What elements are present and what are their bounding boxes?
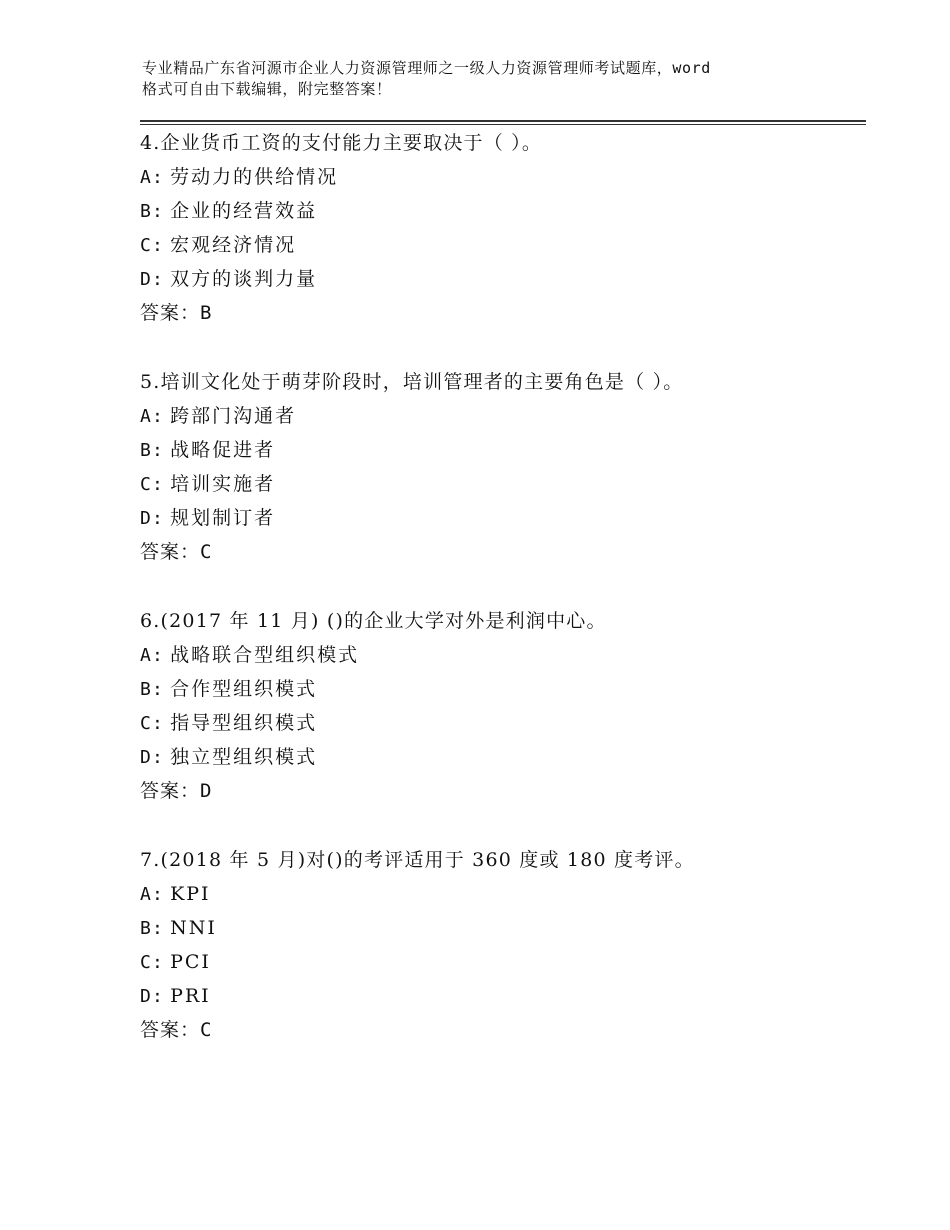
option-text: 企业的经营效益 (170, 200, 318, 222)
option-key: A: (140, 645, 165, 666)
option-key: A: (140, 167, 165, 188)
option-d (140, 262, 860, 296)
option-c (140, 706, 860, 740)
option-key: C: (140, 474, 165, 495)
option-key: B: (140, 440, 165, 461)
option-key: D: (140, 747, 165, 768)
option-text: 战略促进者 (170, 439, 276, 461)
option-text: 规划制订者 (170, 507, 276, 529)
option-b (140, 911, 860, 945)
option-b (140, 194, 860, 228)
option-a (140, 638, 860, 672)
answer-line (140, 535, 860, 569)
option-key: B: (140, 918, 165, 939)
answer-line (140, 774, 860, 808)
option-key: B: (140, 201, 165, 222)
option-text: NNI (170, 917, 217, 939)
option-key: C: (140, 713, 165, 734)
option-key: C: (140, 952, 165, 973)
option-b (140, 672, 860, 706)
option-text: 指导型组织模式 (170, 712, 318, 734)
option-a (140, 877, 860, 911)
option-key: A: (140, 406, 165, 427)
option-key: B: (140, 679, 165, 700)
header-line-1: 专业精品广东省河源市企业人力资源管理师之一级人力资源管理师考试题库，word (142, 59, 711, 77)
option-text: 宏观经济情况 (170, 234, 297, 256)
answer-value: C (200, 1019, 213, 1041)
answer-label: 答案： (140, 541, 201, 563)
option-text: 双方的谈判力量 (170, 268, 318, 290)
option-c (140, 945, 860, 979)
option-text: KPI (170, 883, 211, 905)
question-block (140, 843, 860, 1047)
option-text: 培训实施者 (170, 473, 276, 495)
option-d (140, 740, 860, 774)
question-stem: 7.(2018 年 5 月)对()的考评适用于 360 度或 180 度考评。 (140, 849, 695, 871)
option-text: PCI (170, 951, 211, 973)
option-c (140, 228, 860, 262)
option-a (140, 160, 860, 194)
header-divider (140, 120, 866, 122)
option-c (140, 467, 860, 501)
option-text: 战略联合型组织模式 (170, 644, 360, 666)
question-block (140, 365, 860, 569)
option-key: C: (140, 235, 165, 256)
option-text: 合作型组织模式 (170, 678, 318, 700)
answer-line (140, 1013, 860, 1047)
option-text: PRI (170, 985, 211, 1007)
question-block (140, 126, 860, 330)
question-stem: 6.(2017 年 11 月) ()的企业大学对外是利润中心。 (140, 610, 607, 632)
option-key: D: (140, 986, 165, 1007)
document-header (142, 58, 842, 100)
option-d (140, 501, 860, 535)
answer-label: 答案： (140, 302, 201, 324)
answer-label: 答案： (140, 1019, 201, 1041)
question-stem: 5.培训文化处于萌芽阶段时，培训管理者的主要角色是（ ）。 (140, 371, 684, 393)
header-divider-thin (140, 124, 866, 125)
option-a (140, 399, 860, 433)
answer-value: B (200, 302, 213, 324)
option-text: 独立型组织模式 (170, 746, 318, 768)
option-key: A: (140, 884, 165, 905)
question-block (140, 604, 860, 808)
option-text: 劳动力的供给情况 (170, 166, 339, 188)
option-key: D: (140, 269, 165, 290)
option-text: 跨部门沟通者 (170, 405, 297, 427)
question-stem: 4.企业货币工资的支付能力主要取决于（ ）。 (140, 132, 543, 154)
option-b (140, 433, 860, 467)
header-line-2: 格式可自由下载编辑，附完整答案！ (142, 80, 392, 98)
answer-value: C (200, 541, 213, 563)
answer-value: D (200, 780, 213, 802)
answer-line (140, 296, 860, 330)
option-key: D: (140, 508, 165, 529)
option-d (140, 979, 860, 1013)
answer-label: 答案： (140, 780, 201, 802)
